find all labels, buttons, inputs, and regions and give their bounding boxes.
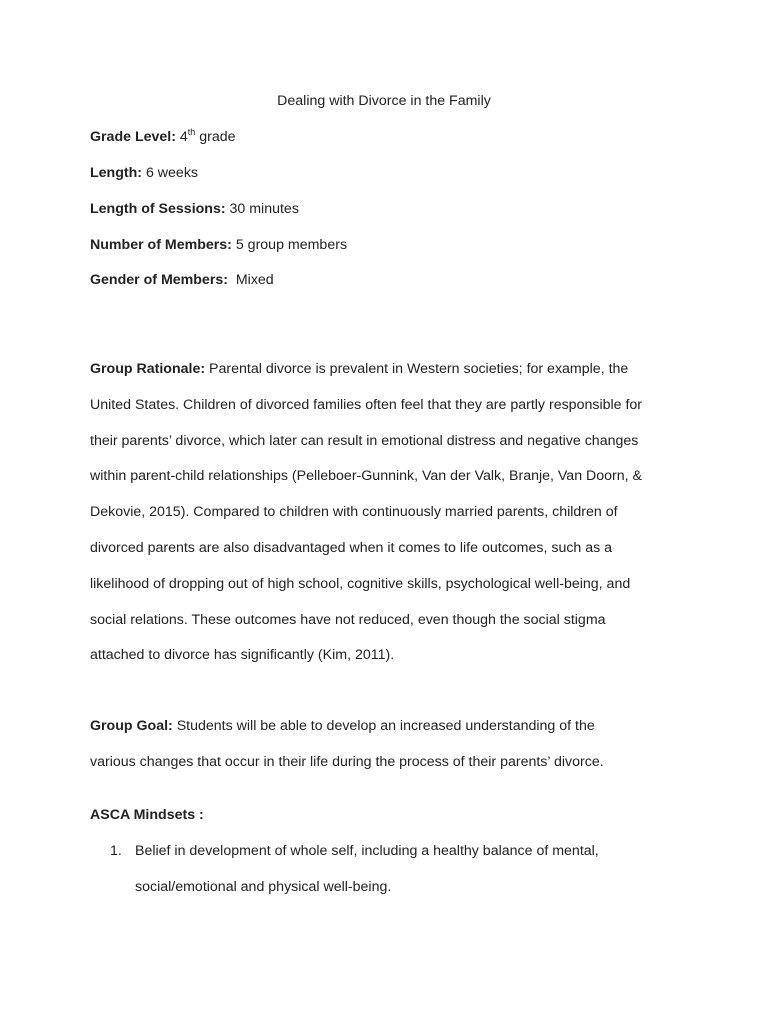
asca-mindsets-heading: ASCA Mindsets : [90,807,204,823]
grade-level-line [90,129,236,145]
group-rationale-label: Group Rationale: [90,361,206,377]
group-goal-paragraph [90,709,690,781]
group-rationale-line: attached to divorce has significantly (Kim, 2011). [90,647,395,664]
group-goal-label: Group Goal: [90,718,173,734]
group-rationale-paragraph [90,352,690,674]
group-rationale-line: within parent-child relationships (Pelleboer-Gunnink, Van der Valk, Branje, Van Doorn, & [90,468,643,485]
gender-of-members-value: Mixed [227,272,274,288]
number-of-members-label: Number of Members: [90,237,232,253]
number-of-members-line [90,237,347,253]
list-item-line: social/emotional and physical well-being. [135,878,392,895]
group-goal-text: Students will be able to develop an increased understanding of the [172,718,595,734]
grade-level-suffix: th [187,127,196,137]
group-rationale-line [90,352,690,388]
list-item [110,834,670,906]
group-rationale-line: social relations. These outcomes have not reduced, even though the social stigma [90,611,606,628]
length-of-sessions-label: Length of Sessions: [90,201,226,217]
group-rationale-text: Parental divorce is prevalent in Western societies; for example, the [205,361,629,377]
list-item-line: Belief in development of whole self, including a healthy balance of mental, [135,843,599,859]
number-of-members-value: 5 group members [231,237,348,253]
length-of-sessions-value: 30 minutes [225,201,299,217]
list-item-text [110,834,670,906]
group-goal-line: various changes that occur in their life during the process of their parents’ divorce. [90,753,604,770]
asca-mindsets-list [110,834,670,906]
grade-level-number: 4 [179,129,188,145]
document-title: Dealing with Divorce in the Family [277,93,491,109]
grade-level-label: Grade Level: [90,129,176,145]
grade-level-rest: grade [195,129,236,145]
group-rationale-line: likelihood of dropping out of high school, cognitive skills, psychological well-being, and [90,575,631,592]
length-of-sessions-line [90,201,299,217]
gender-of-members-line [90,272,274,288]
length-value: 6 weeks [142,165,199,181]
group-rationale-line: their parents’ divorce, which later can result in emotional distress and negative changes [90,432,639,449]
gender-of-members-label: Gender of Members: [90,272,228,288]
group-rationale-line: Dekovie, 2015). Compared to children with continuously married parents, children of [90,504,618,521]
list-item-number: 1. [110,843,122,859]
group-goal-line [90,709,690,745]
group-rationale-line: United States. Children of divorced families often feel that they are partly responsible for [90,396,643,413]
length-label: Length: [90,165,143,181]
group-rationale-line: divorced parents are also disadvantaged when it comes to life outcomes, such as a [90,539,613,556]
length-line [90,165,198,181]
